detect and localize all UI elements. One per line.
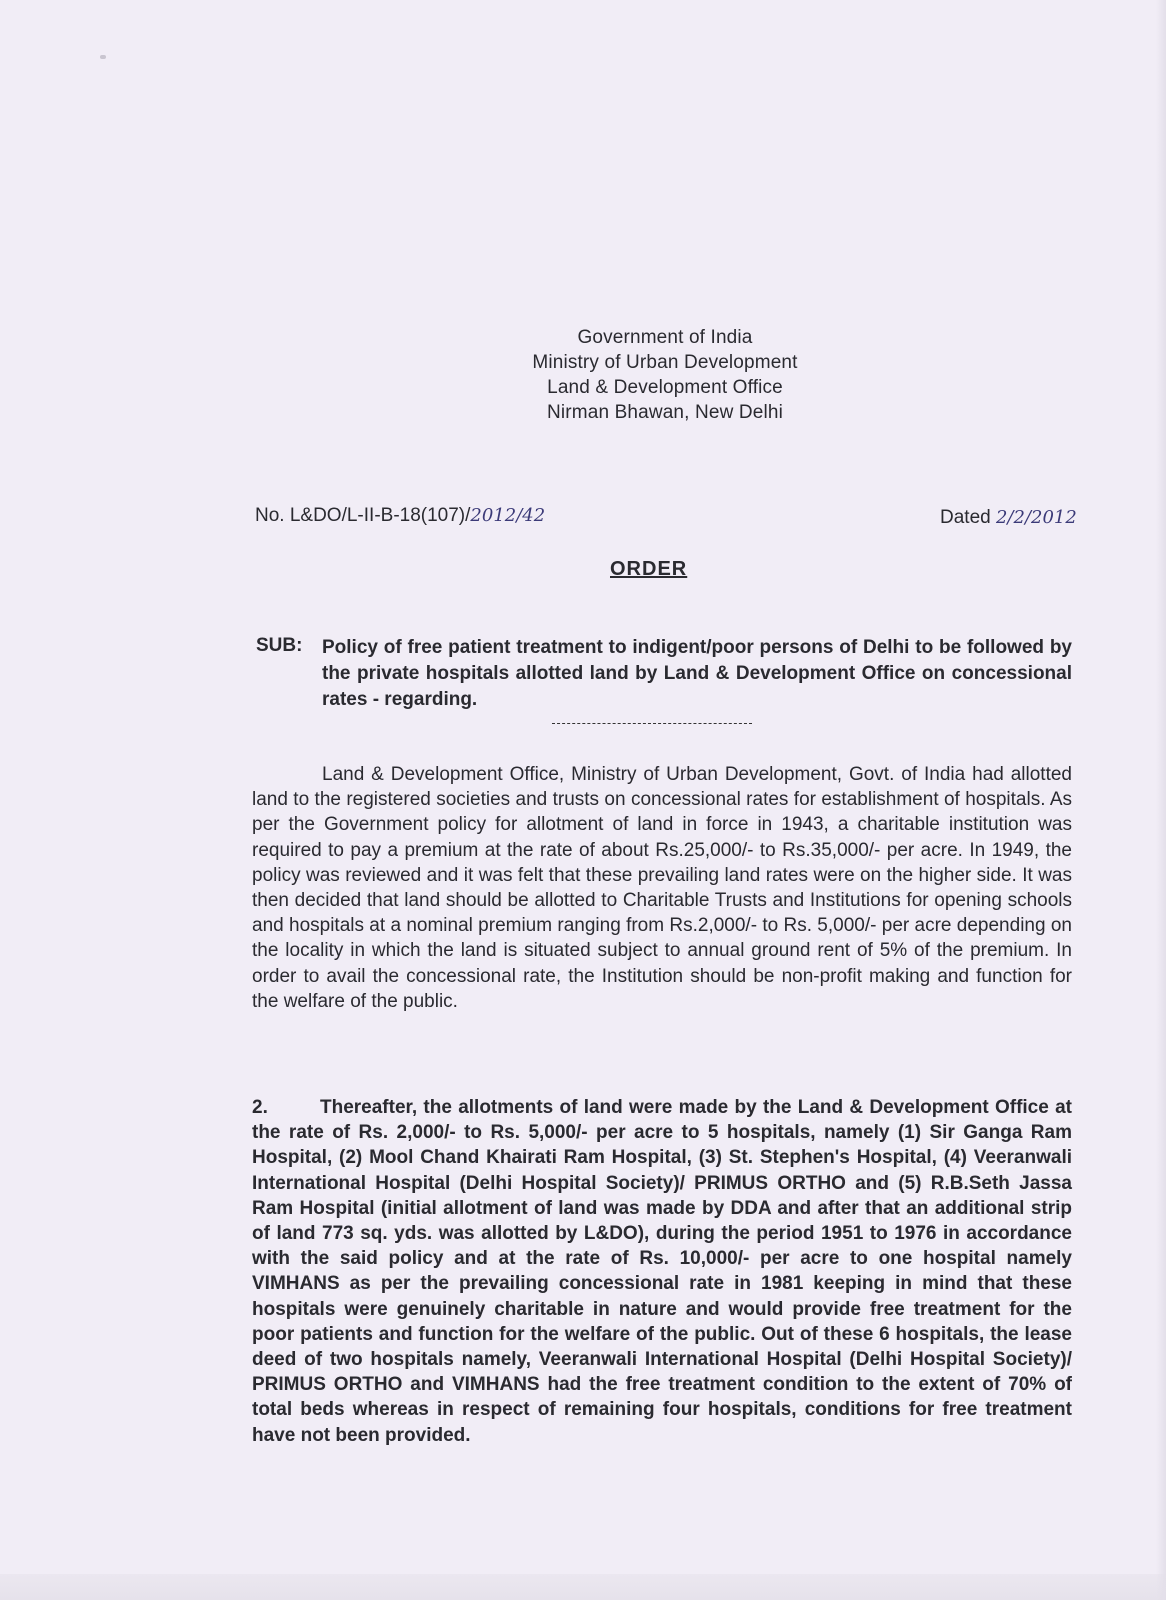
letterhead-line-3: Land & Development Office: [547, 377, 783, 398]
letterhead-line-2: Ministry of Urban Development: [532, 352, 798, 373]
reference-prefix: No. L&DO/L-II-B-18(107)/: [255, 505, 471, 526]
date-line: [940, 507, 1077, 529]
subject-text: Policy of free patient treatment to indigent/poor persons of Delhi to be followed by the private hospitals allotted land by Land & Development Office on concessional rates - regarding.: [322, 637, 1072, 710]
document-title: ORDER: [610, 558, 688, 580]
paragraph-2-number: 2.: [252, 1097, 268, 1118]
scan-speck: [100, 55, 106, 59]
scan-bottom-edge: [0, 1574, 1166, 1600]
date-label: Dated: [940, 507, 991, 528]
paragraph-2: [252, 1095, 1072, 1448]
subject-label: SUB:: [256, 635, 303, 656]
letterhead: [480, 325, 850, 425]
letterhead-line-1: Government of India: [577, 327, 753, 348]
subject-divider: [552, 723, 752, 724]
reference-handwritten: 2012/42: [470, 505, 546, 526]
paragraph-1: Land & Development Office, Ministry of Urban Development, Govt. of India had allotted land to the registered societies and trusts on concessional rates for establishment of hospitals. As per the Government policy for allotment of land in force in 1943, a charitable institution was required to pay a premium at the rate of about Rs.25,000/- to Rs.35,000/- per acre. In 1949, the policy was reviewed and it was felt that these prevailing land rates were on the higher side. It was then decided that land should be allotted to Charitable Trusts and Institutions for opening schools and hospitals at a nominal premium ranging from Rs.2,000/- to Rs. 5,000/- per acre depending on the locality in which the land is situated subject to annual ground rent of 5% of the premium. In order to avail the concessional rate, the Institution should be non-profit making and function for the welfare of the public.: [252, 764, 1072, 1012]
letterhead-line-4: Nirman Bhawan, New Delhi: [547, 402, 783, 423]
date-handwritten: 2/2/2012: [995, 507, 1077, 528]
paragraph-2-text: Thereafter, the allotments of land were made by the Land & Development Office at the rate of Rs. 2,000/- to Rs. 5,000/- per acre to 5 hospitals, namely (1) Sir Ganga Ram Hospital, (2) Mool Chand Khairati Ram Hospital, (3) St. Stephen's Hospital, (4) Veeranwali International Hospital (Delhi Hospital Society)/ PRIMUS ORTHO and (5) R.B.Seth Jassa Ram Hospital (initial allotment of land was made by DDA and after that an additional strip of land 773 sq. yds. was allotted by L&DO), during the period 1951 to 1976 in accordance with the said policy and at the rate of Rs. 10,000/- per acre to one hospital namely VIMHANS as per the prevailing concessional rate in 1981 keeping in mind that these hospitals were genuinely charitable in nature and would provide free treatment for the poor patients and function for the welfare of the public. Out of these 6 hospitals, the lease deed of two hospitals namely, Veeranwali International Hospital (Delhi Hospital Society)/ PRIMUS ORTHO and VIMHANS had the free treatment condition to the extent of 70% of total beds whereas in respect of remaining four hospitals, conditions for free treatment have not been provided.: [252, 1097, 1072, 1446]
reference-number: [255, 505, 545, 527]
